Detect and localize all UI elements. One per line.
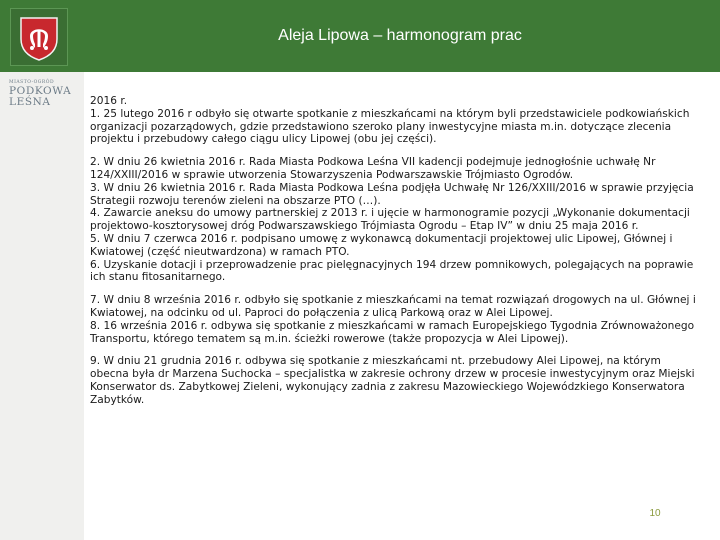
coat-of-arms-icon xyxy=(10,8,68,66)
content-paragraph: 9. W dniu 21 grudnia 2016 r. odbywa się spotkanie z mieszkańcami nt. przebudowy Alei Lipowej, na którym obecna była dr Marzena Suchocka – specjalistka w zakresie ochrony drzew w procesie inwestycyjnym oraz Miejski Konserwator ds. Zabytkowej Zieleni, wykonujący zadnia z zakresu Mazowieckiego Wojewódzkiego Konserwatora Zabytków. xyxy=(90,355,695,406)
page-number: 10 xyxy=(649,508,661,519)
brand-line-podkowa: PODKOWA xyxy=(9,85,72,97)
content-paragraph: 7. W dniu 8 września 2016 r. odbyło się spotkanie z mieszkańcami na temat rozwiązań drogowych na ul. Głównej i Kwiatowej, na odcinku od ul. Paproci do połączenia z ulicą Parkową oraz w Alei Lipowej. 8. 16 września 2016 r. odbywa się spotkanie z mieszkańcami w ramach Europejskiego Tygodnia Zrównoważonego Transportu, którego tematem są m.in. ścieżki rowerowe (także propozycja w Alei Lipowej). xyxy=(90,294,696,345)
header-bar xyxy=(0,0,720,72)
brand-line-small: MIASTO-OGRÓD xyxy=(9,80,55,85)
sidebar xyxy=(0,72,84,540)
brand-line-lesna: LEŚNA xyxy=(9,96,51,108)
page-title: Aleja Lipowa – harmonogram prac xyxy=(278,27,522,44)
content-paragraph: 2. W dniu 26 kwietnia 2016 r. Rada Miasta Podkowa Leśna VII kadencji podejmuje jednogłośnie uchwałę Nr 124/XXIII/2016 w sprawie utworzenia Stowarzyszenia Podwarszawskie Trójmiasto Ogrodów. 3. W dniu 26 kwietnia 2016 r. Rada Miasta Podkowa Leśna podjęła Uchwałę Nr 126/XXIII/2016 w sprawie przyjęcia Strategii rozwoju terenów zieleni na obszarze PTO (…). 4. Zawarcie aneksu do umowy partnerskiej z 2013 r. i ujęcie w harmonogramie pozycji „Wykonanie dokumentacji projektowo-kosztorysowej dróg Podwarszawskiego Trójmiasta Ogrodu – Etap IV” w dniu 25 maja 2016 r. 5. W dniu 7 czerwca 2016 r. podpisano umowę z wykonawcą dokumentacji projektowej ulic Lipowej, Głównej i Kwiatowej (część nieutwardzona) w ramach PTO. 6. Uzyskanie dotacji i przeprowadzenie prac pielęgnacyjnych 194 drzew pomnikowych, polegających na poprawie ich stanu fitosanitarnego. xyxy=(90,156,694,284)
slide-content xyxy=(90,95,700,417)
brand-logo xyxy=(9,80,81,108)
content-paragraph: 2016 r. 1. 25 lutego 2016 r odbyło się otwarte spotkanie z mieszkańcami na którym byli przedstawiciele podkowiańskich organizacji pozarządowych, gdzie przedstawiono szeroko plany inwestycyjne miasta m.in. dotyczące zlecenia projektu i przebudowy całego ciągu ulicy Lipowej (obu jej części). xyxy=(90,95,690,146)
